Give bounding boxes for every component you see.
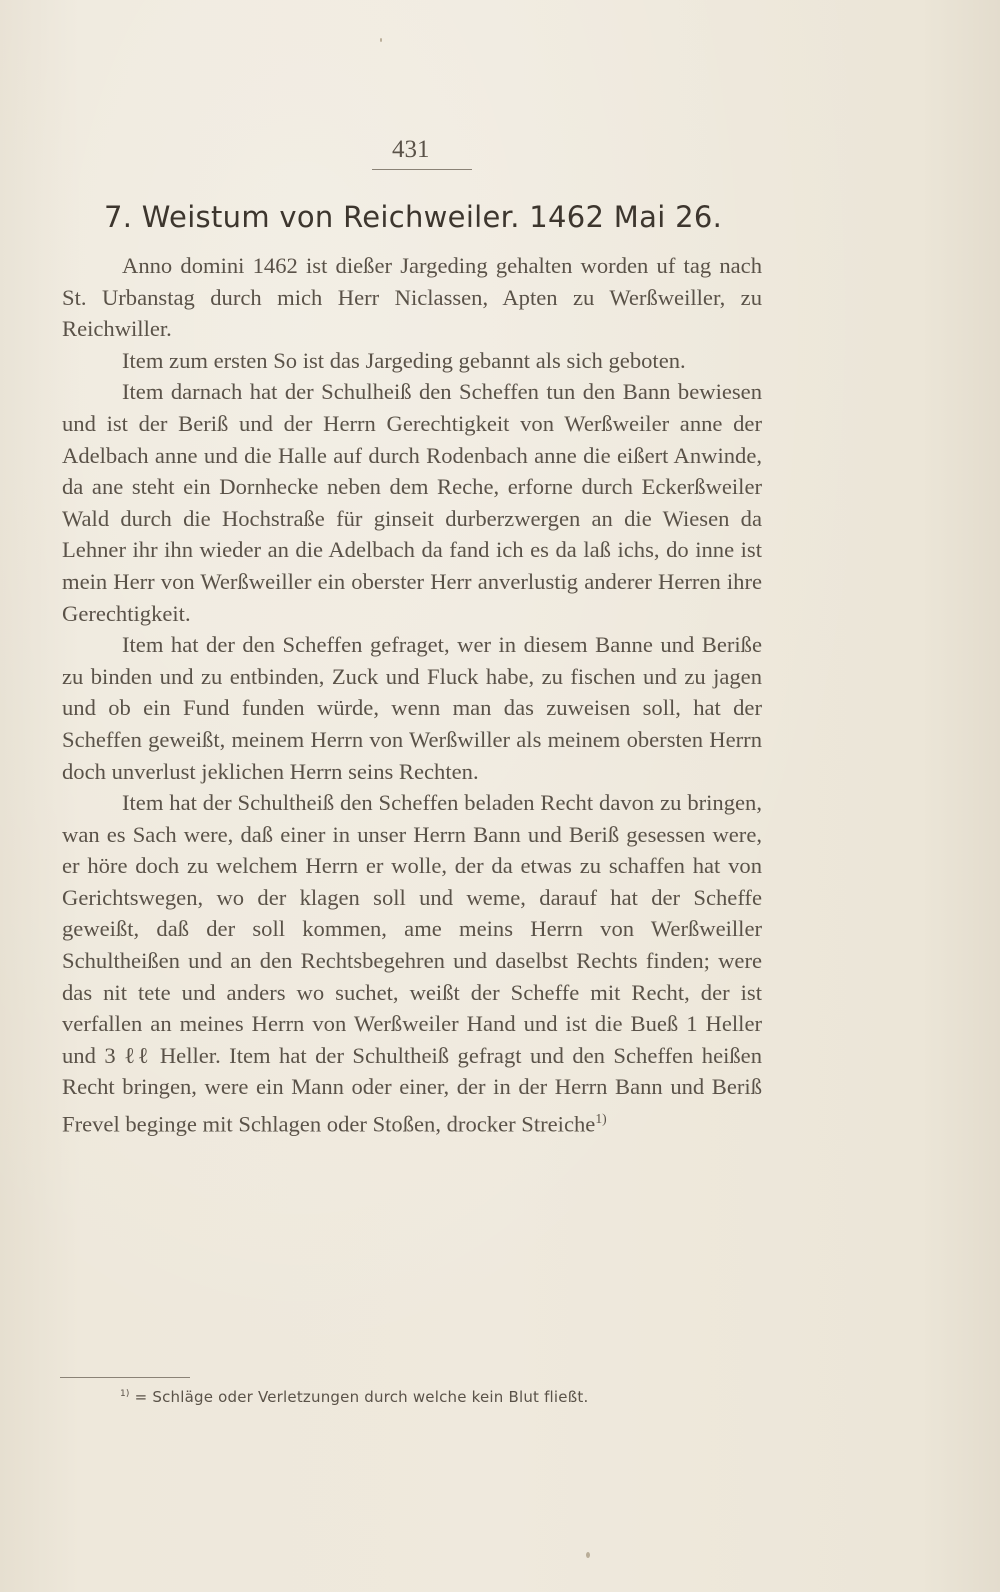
paper-speck <box>586 1552 590 1558</box>
paper-speck <box>380 38 382 42</box>
paragraph-5-text: Item hat der Schultheiß den Scheffen beladen Recht davon zu bringen, wan es Sach were, daß einer in unser Herrn Bann und Beriß gesessen were, er höre doch zu welchem Herrn er wolle, der da etwas zu schaffen hat von Gerichtswegen, wo der klagen soll und weme, darauf hat der Scheffe geweißt, daß der soll kommen, ame meins Herrn von Werßweiller Schultheißen und an den Rechtsbegehren und daselbst Rechts finden; were das nit tete und anders wo suchet, weißt der Scheffe mit Recht, der ist verfallen an meines Herrn von Werßweiler Hand und ist die Bueß 1 Heller und 3 ℓℓ Heller. Item hat der Schultheiß gefragt und den Scheffen heißen Recht bringen, were ein Mann oder einer, der in der Herrn Bann und Beriß Frevel beginge mit Schlagen oder Stoßen, drocker Streiche <box>62 790 762 1137</box>
footnote-rule <box>60 1377 190 1378</box>
page-number: 431 <box>392 136 430 163</box>
body-text <box>62 250 762 1140</box>
section-heading: 7. Weistum von Reichweiler. 1462 Mai 26. <box>104 200 723 234</box>
footnote-marker: 1) <box>120 1389 130 1399</box>
page-number-rule <box>372 169 472 170</box>
paragraph-4: Item hat der den Scheffen gefraget, wer in diesem Banne und Beriße zu binden und zu entbinden, Zuck und Fluck habe, zu fischen und zu jagen und ob ein Fund funden würde, wenn man das zuweisen soll, hat der Scheffen geweißt, meinem Herrn von Werßwiller als meinem obersten Herrn doch unverlust jeklichen Herrn seins Rechten. <box>62 632 762 784</box>
footnote-text: = Schläge oder Verletzungen durch welche kein Blut fließt. <box>134 1388 589 1406</box>
paragraph-2: Item zum ersten So ist das Jargeding gebannt als sich geboten. <box>122 347 686 373</box>
paragraph-1: Anno domini 1462 ist dießer Jargeding gehalten worden uf tag nach St. Urbanstag durch mich Herr Niclassen, Apten zu Werßweiller, zu Reichwiller. <box>62 253 762 342</box>
paragraph-5 <box>62 787 762 1140</box>
footnote <box>120 1388 760 1406</box>
paragraph-3: Item darnach hat der Schulheiß den Scheffen tun den Bann bewiesen und ist der Beriß und der Herrn Gerechtigkeit von Werßweiler anne der Adelbach anne und die Halle auf durch Rodenbach anne die eißert Anwinde, da ane steht ein Dornhecke neben dem Reche, erforne durch Eckerßweiler Wald durch die Hochstraße für ginseit durberzwergen an die Wiesen da Lehner ihr ihn wieder an die Adelbach da fand ich es da laß ichs, do inne ist mein Herr von Werßweiller ein oberster Herr anverlustig anderer Herren ihre Gerechtigkeit. <box>62 379 762 626</box>
footnote-reference: 1) <box>595 1111 607 1127</box>
